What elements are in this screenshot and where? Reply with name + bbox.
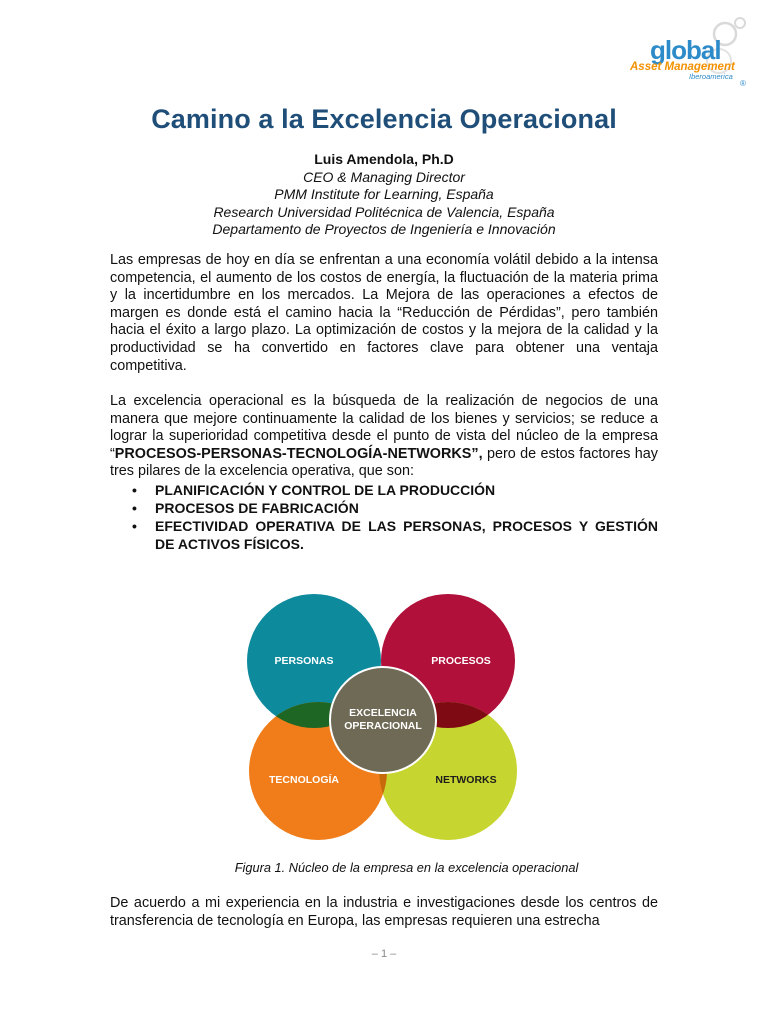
logo-line2: Iberoamerica: [689, 72, 733, 81]
personas-label: PERSONAS: [274, 655, 334, 667]
global-asset-management-logo: [626, 14, 752, 90]
logo-brand: global: [650, 35, 721, 65]
center-label-line1: EXCELENCIA: [349, 707, 417, 719]
page-number: – 1 –: [371, 948, 397, 960]
document-title: Camino a la Excelencia Operacional: [151, 104, 617, 134]
excellence-paragraph: [110, 393, 658, 481]
logo-graphic: [626, 14, 752, 90]
center-label-line2: OPERACIONAL: [344, 720, 422, 732]
author-affiliation: PMM Institute for Learning, España: [274, 186, 494, 203]
list-item: • EFECTIVIDAD OPERATIVA DE LAS PERSONAS, PROCESOS Y GESTIÓN DE ACTIVOS FÍSICOS.: [110, 517, 658, 553]
paragraph-text: La excelencia operacional es la búsqueda de la realización de negocios de una manera que mejore continuamente la calidad de los bienes y servicios; se reduce a lograr la superioridad competitiva desde el punto de vista del núcleo de la empresa “: [110, 393, 658, 462]
networks-label: NETWORKS: [435, 774, 497, 786]
pillars-list: [110, 481, 658, 553]
logo-registered: ®: [740, 79, 746, 88]
author-affiliation: Research Universidad Politécnica de Valencia, España: [213, 203, 555, 220]
list-item: • PROCESOS DE FABRICACIÓN: [110, 499, 658, 517]
logo-line1: Asset Management: [630, 61, 735, 73]
core-elements-emphasis: PROCESOS-PERSONAS-TECNOLOGÍA-NETWORKS”,: [114, 445, 483, 462]
author-block: [0, 151, 768, 239]
venn-diagram-figure: [246, 588, 522, 844]
closing-paragraph: De acuerdo a mi experiencia en la industria e investigaciones desde los centros de transferencia de tecnología en Europa, las empresas requieren una estrecha: [110, 895, 658, 929]
figure-caption: Figura 1. Núcleo de la empresa en la excelencia operacional: [234, 860, 579, 875]
tecnologia-label: TECNOLOGÍA: [269, 774, 339, 786]
intro-paragraph: Las empresas de hoy en día se enfrentan a una economía volátil debido a la intensa competencia, el aumento de los costos de energía, la fluctuación de la materia prima y la incertidumbre en los mercados. La Mejora de las operaciones a efectos de margen es donde está el camino hacia la “Reducción de Pérdidas”, pero también hacia el éxito a largo plazo. La optimización de costos y la mejora de la calidad y la productividad se ha convertido en factores clave para obtener una ventaja competitiva.: [110, 252, 658, 374]
author-name: Luis Amendola, Ph.D: [314, 151, 454, 167]
author-affiliation: Departamento de Proyectos de Ingeniería e Innovación: [212, 221, 556, 238]
paragraph-text: pero de estos factores hay tres pilares de la excelencia operativa, que son:: [110, 445, 658, 480]
procesos-label: PROCESOS: [431, 655, 491, 667]
list-item: • PLANIFICACIÓN Y CONTROL DE LA PRODUCCIÓN: [110, 481, 658, 499]
author-affiliation: CEO & Managing Director: [303, 168, 465, 185]
venn-diagram: [246, 588, 522, 844]
